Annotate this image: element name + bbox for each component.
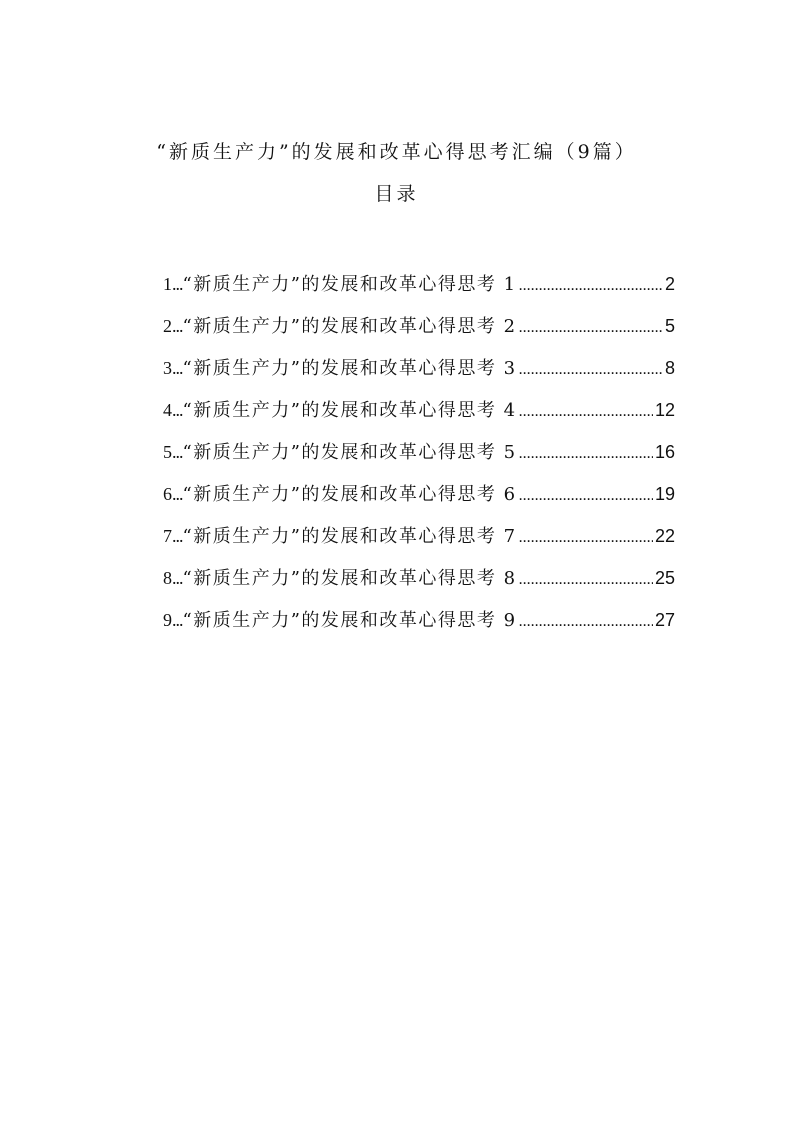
toc-entry-separator: ... — [172, 358, 183, 378]
toc-entry-separator: ... — [172, 484, 183, 504]
toc-dot-leader — [519, 566, 653, 594]
toc-dot-leader — [519, 608, 653, 636]
toc-entry-number: 9 — [163, 610, 172, 630]
toc-entry-page: 5 — [664, 316, 675, 336]
toc-dot-leader — [519, 482, 653, 510]
toc-entry-4[interactable] — [163, 396, 675, 438]
toc-entry-7[interactable] — [163, 522, 675, 564]
toc-entry-separator: ... — [172, 274, 183, 294]
toc-entry-page: 2 — [664, 274, 675, 294]
toc-entry-title: “新质生产力”的发展和改革心得思考 4 — [182, 400, 517, 421]
toc-entry-page: 27 — [654, 610, 675, 630]
toc-dot-leader — [519, 272, 663, 300]
toc-entry-title: “新质生产力”的发展和改革心得思考 3 — [182, 358, 517, 379]
toc-entry-number: 1 — [163, 274, 172, 294]
toc-entry-5[interactable] — [163, 438, 675, 480]
toc-entry-separator: ... — [172, 526, 183, 546]
toc-entry-title: “新质生产力”的发展和改革心得思考 7 — [182, 526, 517, 547]
toc-dot-leader — [519, 356, 663, 384]
toc-entry-separator: ... — [172, 610, 183, 630]
toc-entry-page: 12 — [654, 400, 675, 420]
toc-entry-title: “新质生产力”的发展和改革心得思考 9 — [182, 610, 517, 631]
toc-entry-1[interactable] — [163, 270, 675, 312]
toc-entry-title: “新质生产力”的发展和改革心得思考 1 — [182, 274, 517, 295]
toc-entry-page: 25 — [654, 568, 675, 588]
toc-entry-number: 6 — [163, 484, 172, 504]
toc-entry-title: “新质生产力”的发展和改革心得思考 2 — [182, 316, 517, 337]
toc-entry-title: “新质生产力”的发展和改革心得思考 8 — [182, 568, 517, 589]
toc-dot-leader — [519, 398, 653, 426]
toc-heading: 目录 — [374, 183, 419, 205]
toc-entry-3[interactable] — [163, 354, 675, 396]
toc-entry-page: 8 — [664, 358, 675, 378]
toc-entry-number: 4 — [163, 400, 172, 420]
toc-entry-9[interactable] — [163, 606, 675, 648]
toc-dot-leader — [519, 440, 653, 468]
toc-entry-number: 5 — [163, 442, 172, 462]
table-of-contents — [163, 270, 675, 648]
toc-entry-separator: ... — [172, 316, 183, 336]
toc-entry-2[interactable] — [163, 312, 675, 354]
toc-entry-number: 3 — [163, 358, 172, 378]
toc-entry-number: 7 — [163, 526, 172, 546]
toc-entry-page: 16 — [654, 442, 675, 462]
toc-entry-separator: ... — [172, 568, 183, 588]
toc-dot-leader — [519, 524, 653, 552]
toc-entry-title: “新质生产力”的发展和改革心得思考 5 — [182, 442, 517, 463]
toc-dot-leader — [519, 314, 663, 342]
toc-entry-page: 19 — [654, 484, 675, 504]
toc-entry-6[interactable] — [163, 480, 675, 522]
toc-entry-page: 22 — [654, 526, 675, 546]
toc-entry-number: 8 — [163, 568, 172, 588]
toc-entry-title: “新质生产力”的发展和改革心得思考 6 — [182, 484, 517, 505]
document-title: “新质生产力”的发展和改革心得思考汇编（9篇） — [156, 141, 637, 163]
toc-entry-8[interactable] — [163, 564, 675, 606]
toc-entry-separator: ... — [172, 442, 183, 462]
toc-entry-number: 2 — [163, 316, 172, 336]
toc-entry-separator: ... — [172, 400, 183, 420]
